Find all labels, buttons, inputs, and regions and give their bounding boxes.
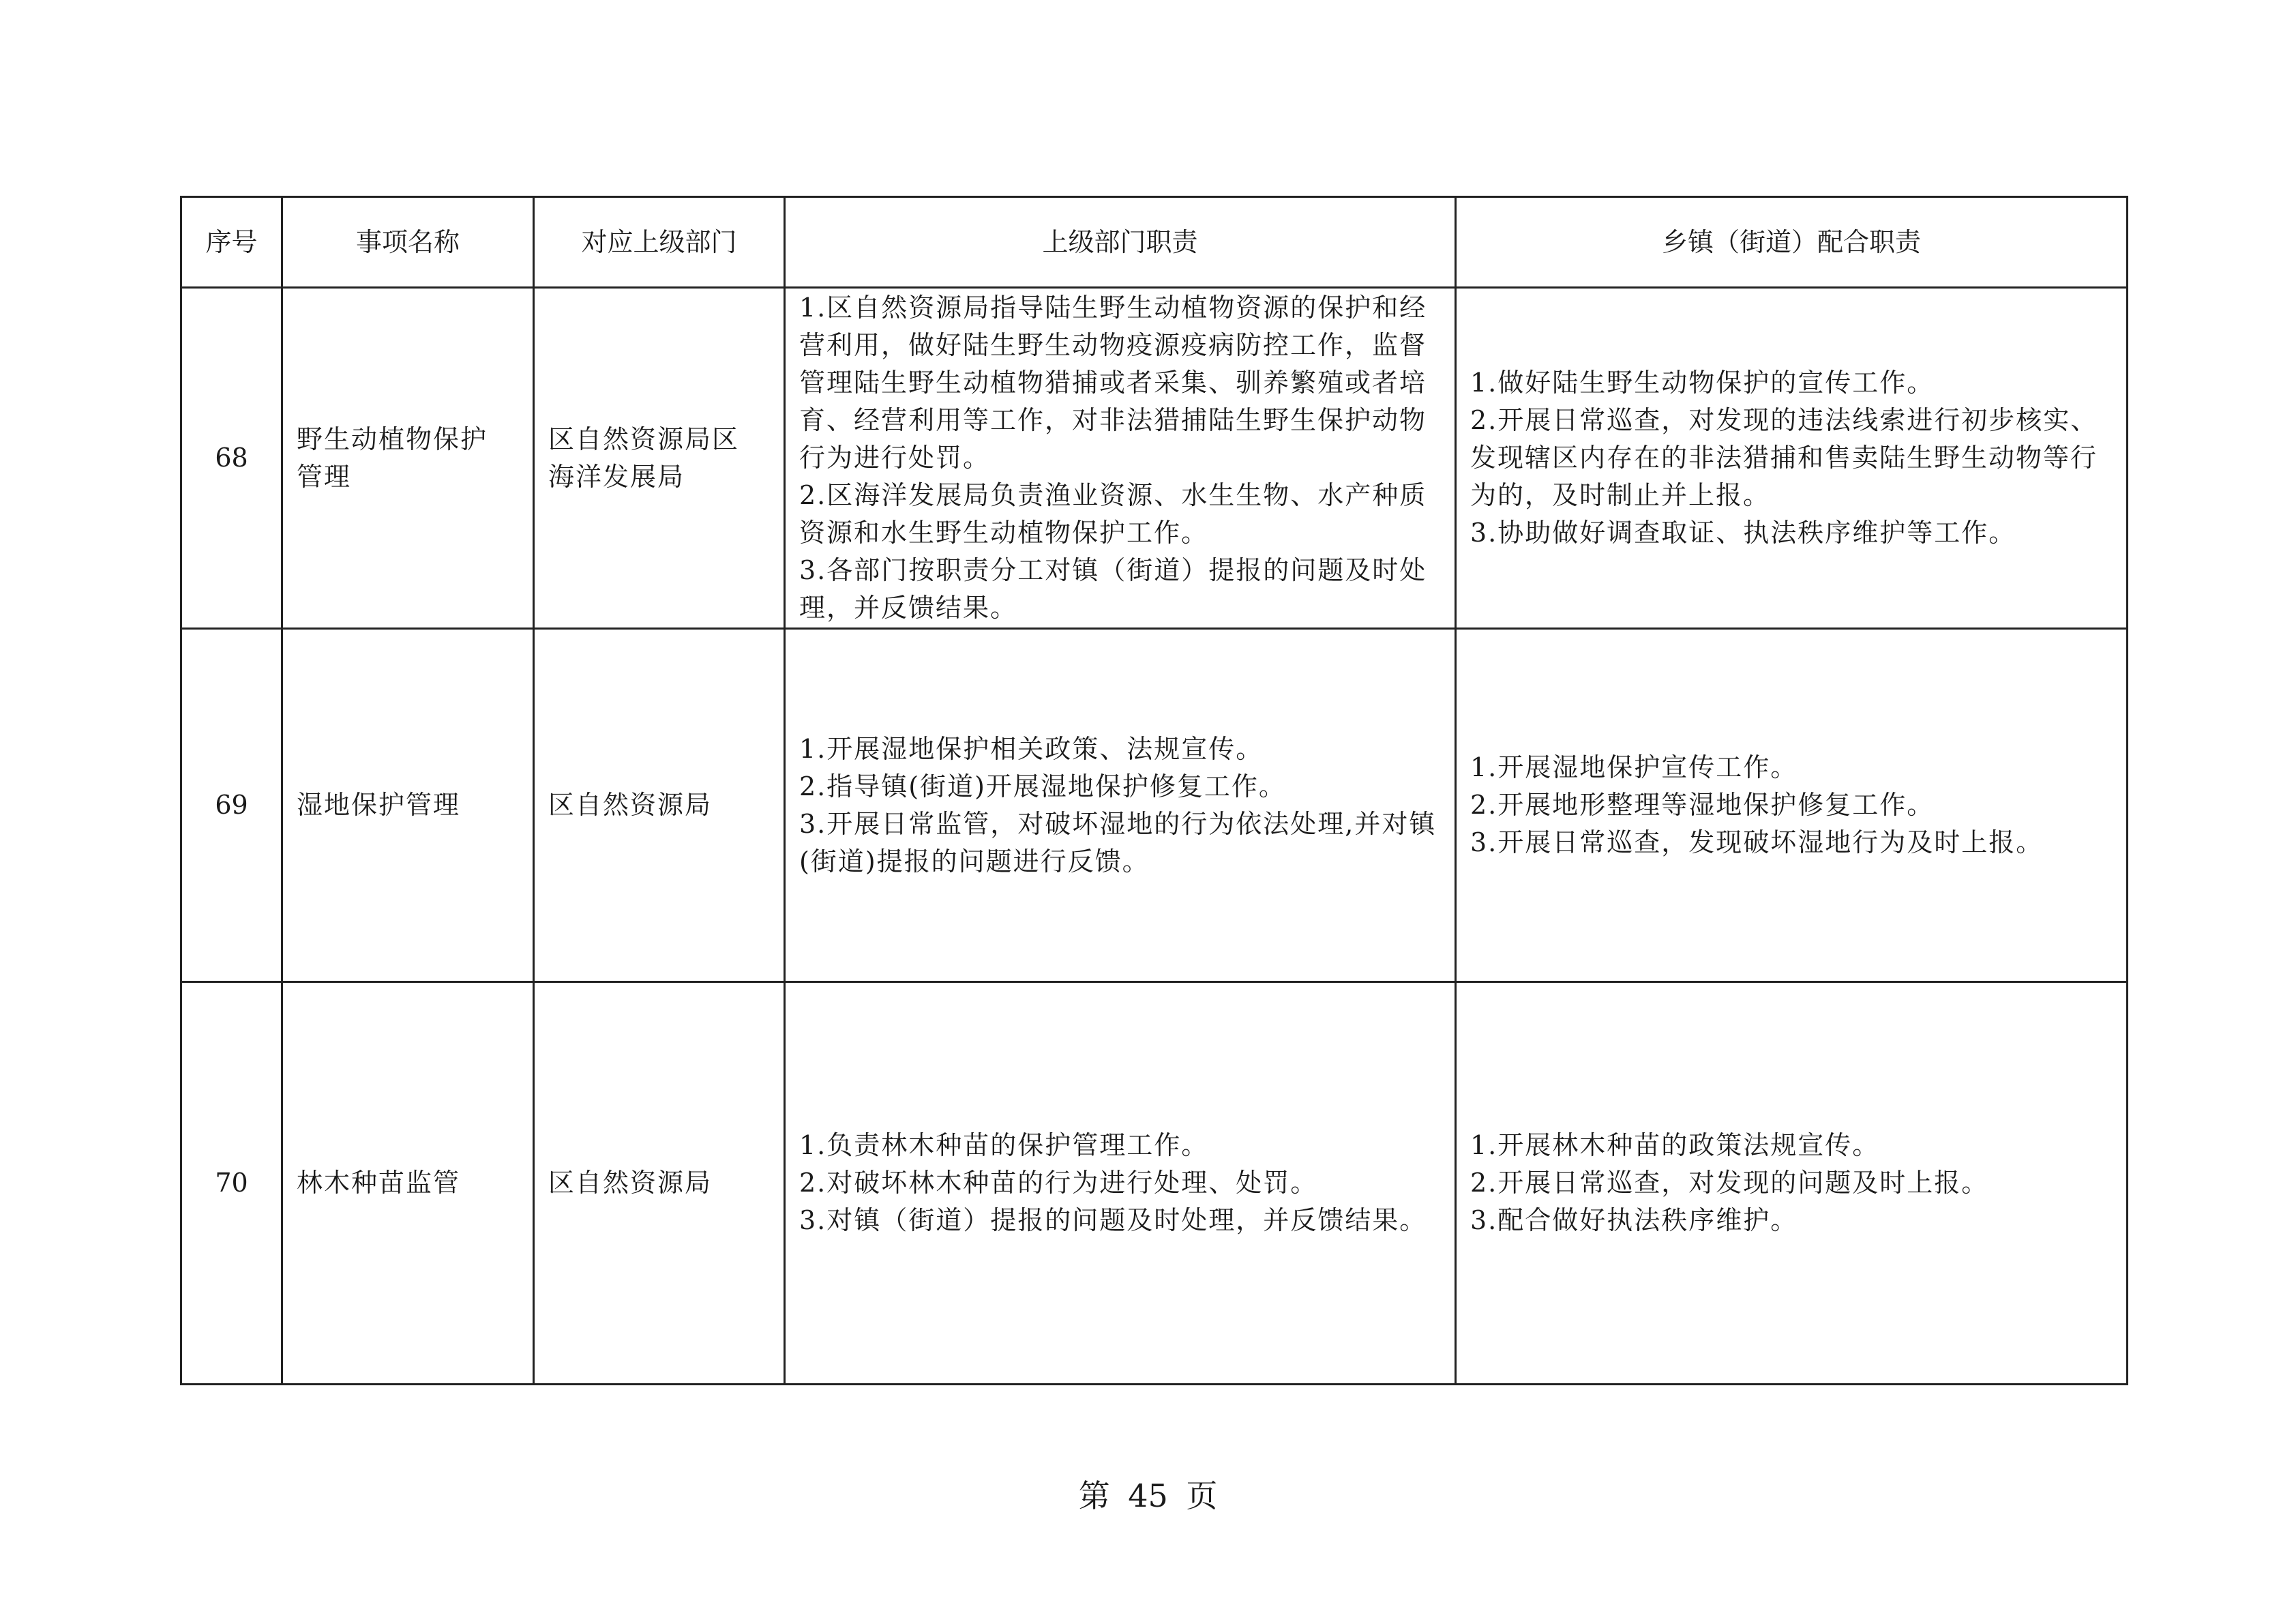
row-town-duties bbox=[1456, 982, 2128, 1385]
upper-duty-item: 3.开展日常监管，对破坏湿地的行为依法处理,并对镇(街道)提报的问题进行反馈。 bbox=[799, 808, 1437, 876]
item-name-line: 管理 bbox=[297, 461, 352, 492]
row-upper-dept bbox=[534, 288, 785, 629]
header-item-name: 事项名称 bbox=[282, 197, 534, 288]
row-town-duties bbox=[1456, 629, 2128, 982]
dept-line: 区自然资源局 bbox=[548, 790, 713, 820]
row-upper-duties bbox=[785, 288, 1456, 629]
upper-duty-item: 2.指导镇(街道)开展湿地保护修复工作。 bbox=[799, 771, 1286, 801]
row-item-name bbox=[282, 982, 534, 1385]
town-duty-item: 3.开展日常巡查，发现破坏湿地行为及时上报。 bbox=[1470, 827, 2044, 857]
upper-duty-item: 1.开展湿地保护相关政策、法规宣传。 bbox=[799, 733, 1264, 764]
town-duty-item: 1.做好陆生野生动物保护的宣传工作。 bbox=[1470, 368, 1935, 398]
town-duty-item: 2.开展日常巡查，对发现的违法线索进行初步核实、发现辖区内存在的非法猎捕和售卖陆生野生动物等行为的，及时制止并上报。 bbox=[1470, 405, 2098, 510]
responsibility-table bbox=[180, 196, 2128, 1385]
upper-duty-item: 2.区海洋发展局负责渔业资源、水生生物、水产种质资源和水生野生动植物保护工作。 bbox=[799, 480, 1427, 548]
town-duty-item: 3.协助做好调查取证、执法秩序维护等工作。 bbox=[1470, 518, 2016, 548]
header-upper-duties: 上级部门职责 bbox=[785, 197, 1456, 288]
row-item-name bbox=[282, 288, 534, 629]
item-name-line: 野生动植物保护 bbox=[297, 424, 488, 454]
page-number: 第 45 页 bbox=[1078, 1477, 1218, 1514]
upper-duty-item: 3.对镇（街道）提报的问题及时处理，并反馈结果。 bbox=[799, 1205, 1427, 1235]
row-serial-no: 68 bbox=[181, 288, 282, 629]
table-row bbox=[181, 629, 2128, 982]
upper-duty-item: 3.各部门按职责分工对镇（街道）提报的问题及时处理，并反馈结果。 bbox=[799, 555, 1427, 623]
town-duty-item: 2.开展地形整理等湿地保护修复工作。 bbox=[1470, 790, 1935, 820]
upper-duty-item: 2.对破坏林木种苗的行为进行处理、处罚。 bbox=[799, 1168, 1318, 1198]
item-name-line: 湿地保护管理 bbox=[297, 790, 461, 820]
dept-line: 区自然资源局区 bbox=[548, 424, 740, 454]
table-row bbox=[181, 288, 2128, 629]
header-upper-dept: 对应上级部门 bbox=[534, 197, 785, 288]
dept-line: 海洋发展局 bbox=[548, 461, 685, 492]
town-duty-item: 1.开展林木种苗的政策法规宣传。 bbox=[1470, 1130, 1880, 1160]
table-header-row bbox=[181, 197, 2128, 288]
town-duty-item: 1.开展湿地保护宣传工作。 bbox=[1470, 752, 1798, 782]
row-upper-duties bbox=[785, 629, 1456, 982]
dept-line: 区自然资源局 bbox=[548, 1168, 713, 1198]
header-town-duties: 乡镇（街道）配合职责 bbox=[1456, 197, 2128, 288]
row-upper-dept bbox=[534, 629, 785, 982]
row-serial-no: 69 bbox=[181, 629, 282, 982]
town-duty-item: 3.配合做好执法秩序维护。 bbox=[1470, 1205, 1798, 1235]
upper-duty-item: 1.负责林木种苗的保护管理工作。 bbox=[799, 1130, 1209, 1160]
table-row bbox=[181, 982, 2128, 1385]
row-serial-no: 70 bbox=[181, 982, 282, 1385]
row-town-duties bbox=[1456, 288, 2128, 629]
header-serial-no: 序号 bbox=[181, 197, 282, 288]
row-item-name bbox=[282, 629, 534, 982]
row-upper-duties bbox=[785, 982, 1456, 1385]
upper-duty-item: 1.区自然资源局指导陆生野生动植物资源的保护和经营利用，做好陆生野生动物疫源疫病防控工作，监督管理陆生野生动植物猎捕或者采集、驯养繁殖或者培育、经营利用等工作，对非法猎捕陆生野生保护动物行为进行处罚。 bbox=[799, 293, 1427, 473]
item-name-line: 林木种苗监管 bbox=[297, 1168, 461, 1198]
town-duty-item: 2.开展日常巡查，对发现的问题及时上报。 bbox=[1470, 1168, 1989, 1198]
row-upper-dept bbox=[534, 982, 785, 1385]
